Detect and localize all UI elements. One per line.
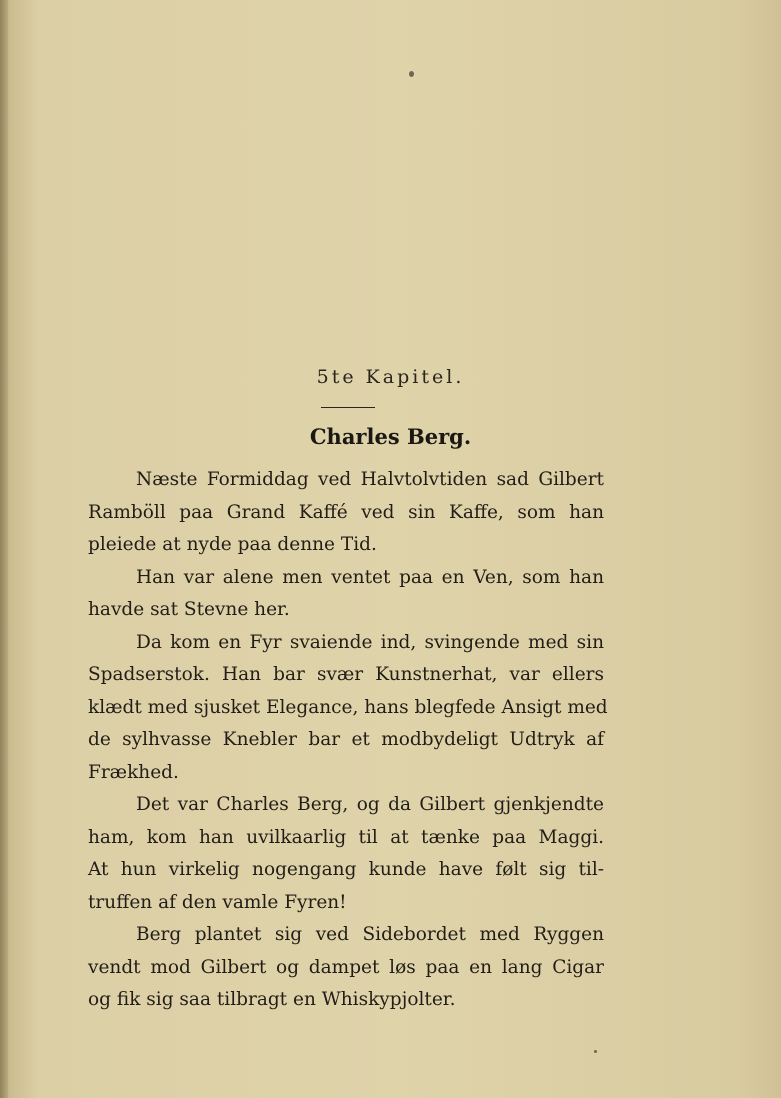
text-line: klædt med sjusket Elegance, hans blegfede Ansigt med bbox=[88, 696, 608, 718]
text-line: Han var alene men ventet paa en Ven, som han bbox=[136, 566, 604, 588]
chapter-number: 5te Kapitel. bbox=[316, 366, 465, 388]
text-line: havde sat Stevne her. bbox=[88, 599, 290, 620]
text-line: ham, kom han uvilkaarlig til at tænke paa Maggi. bbox=[88, 826, 604, 848]
text-line: Berg plantet sig ved Sidebordet med Ryggen bbox=[136, 924, 604, 945]
text-line: de sylhvasse Knebler bar et modbydeligt Udtryk af bbox=[88, 729, 604, 750]
text-line: Spadserstok. Han bar svær Kunstnerhat, var ellers bbox=[88, 664, 604, 685]
text-line: Da kom en Fyr svaiende ind, svingende med sin bbox=[136, 631, 604, 653]
page-binding-edge bbox=[0, 0, 8, 1098]
text-line: Frækhed. bbox=[88, 761, 179, 783]
text-line: vendt mod Gilbert og dampet løs paa en lang Cigar bbox=[88, 956, 604, 978]
text-line: At hun virkelig nogengang kunde have følt sig til- bbox=[88, 859, 604, 880]
text-line: truffen af den vamle Fyren! bbox=[88, 891, 347, 913]
chapter-title: Charles Berg. bbox=[309, 424, 472, 449]
ink-speck bbox=[594, 1050, 597, 1053]
text-line: pleiede at nyde paa denne Tid. bbox=[88, 534, 377, 555]
text-line: Næste Formiddag ved Halvtolvtiden sad Gilbert bbox=[136, 469, 604, 490]
body-text bbox=[88, 464, 608, 1017]
text-line: Det var Charles Berg, og da Gilbert gjenkjendte bbox=[136, 794, 604, 815]
text-line: og fik sig saa tilbragt en Whiskypjolter. bbox=[88, 989, 456, 1010]
ink-speck bbox=[409, 71, 414, 77]
text-line: Ramböll paa Grand Kaffé ved sin Kaffe, som han bbox=[88, 501, 604, 523]
divider-rule bbox=[321, 407, 375, 408]
